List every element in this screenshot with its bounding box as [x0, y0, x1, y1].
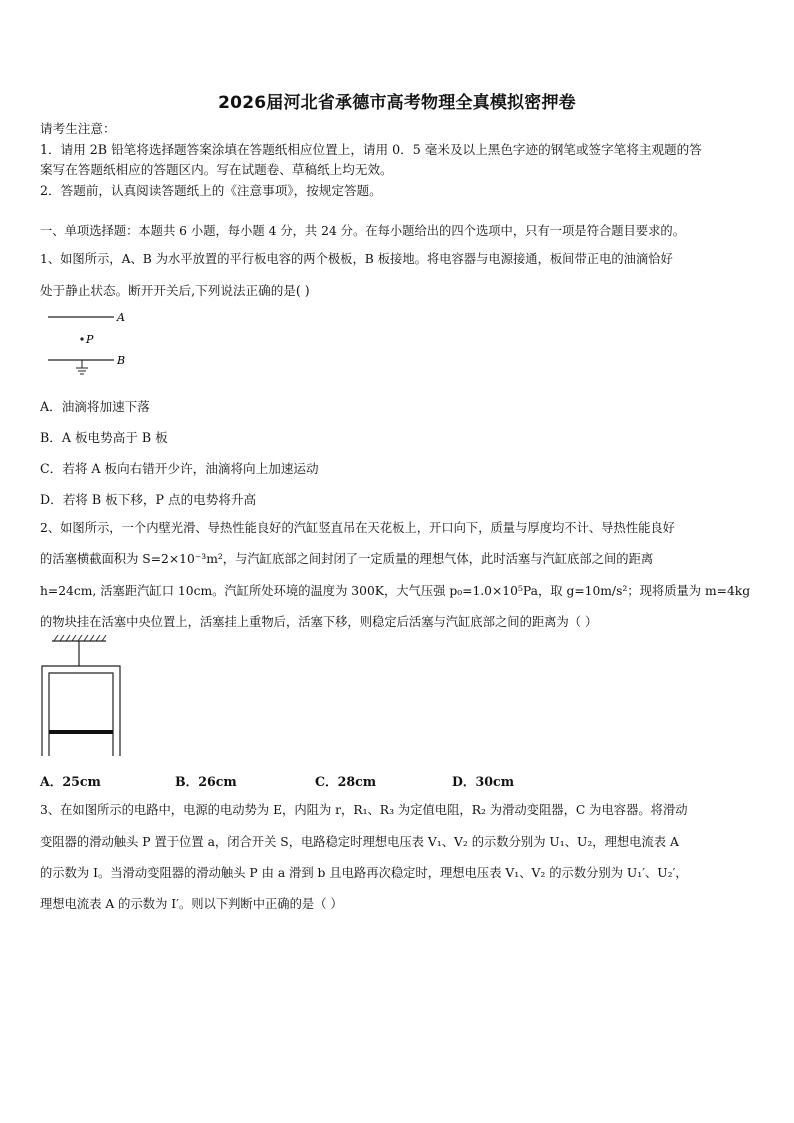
point-p-label: P [86, 333, 94, 346]
q2-option-d: D．30cm [452, 774, 515, 789]
notice-item-1-line-1: 1．请用 2B 铅笔将选择题答案涂填在答题纸相应位置上，请用 0．5 毫米及以上黑色字迹的钢笔或签字笔将主观题的答 [40, 142, 702, 157]
notice-item-2: 2．答题前，认真阅读答题纸上的《注意事项》，按规定答题。 [40, 183, 382, 198]
q2-option-b: B．26cm [175, 774, 237, 789]
q3-stem-line-4: 理想电流表 A 的示数为 I′。则以下判断中正确的是（ ） [40, 897, 343, 911]
q3-stem-line-1: 3、在如图所示的电路中，电源的电动势为 E，内阻为 r，R₁、R₃ 为定值电阻，R₂ 为滑动变阻器，C 为电容器。将滑动 [40, 803, 688, 817]
page-title: 2026届河北省承德市高考物理全真模拟密押卷 [218, 93, 576, 113]
q1-option-b: B．A 板电势高于 B 板 [40, 430, 168, 445]
q1-stem-line-1: 1、如图所示，A、B 为水平放置的平行板电容的两个极板，B 板接地。将电容器与电源接通，板间带正电的油滴恰好 [40, 252, 673, 266]
q2-stem-line-3: h=24cm, 活塞距汽缸口 10cm。汽缸所处环境的温度为 300K，大气压强 p₀=1.0×10⁵Pa，取 g=10m/s²；现将质量为 m=4kg [40, 584, 751, 598]
q3-stem-line-3: 的示数为 I。当滑动变阻器的滑动触头 P 由 a 滑到 b 且电路再次稳定时，理想电压表 V₁、V₂ 的示数分别为 U₁′、U₂′， [40, 866, 688, 880]
q1-option-a: A．油滴将加速下落 [40, 399, 150, 414]
q2-option-c: C．28cm [315, 774, 377, 789]
ceiling-hatch-icon [54, 635, 106, 641]
q3-stem-line-2: 变阻器的滑动触头 P 置于位置 a，闭合开关 S，电路稳定时理想电压表 V₁、V₂ 的示数分别为 U₁、U₂，理想电流表 A [40, 835, 679, 849]
cylinder-inner-wall [49, 673, 113, 756]
notice-heading: 请考生注意： [40, 121, 116, 136]
section-heading: 一、单项选择题：本题共 6 小题，每小题 4 分，共 24 分。在每小题给出的四个选项中，只有一项是符合题目要求的。 [40, 224, 685, 238]
q1-option-d: D．若将 B 板下移，P 点的电势将升高 [40, 492, 257, 507]
q1-option-c: C．若将 A 板向右错开少许，油滴将向上加速运动 [40, 461, 319, 476]
plate-b-label: B [117, 354, 126, 367]
cylinder-outer-wall [42, 666, 120, 756]
q2-stem-line-4: 的物块挂在活塞中央位置上，活塞挂上重物后，活塞下移，则稳定后活塞与汽缸底部之间的距离为（ ） [40, 615, 598, 629]
q2-cylinder-figure [38, 632, 128, 760]
oil-drop-point [80, 337, 83, 340]
plate-a-label: A [117, 311, 125, 324]
q1-stem-line-2: 处于静止状态。断开开关后,下列说法正确的是( ) [40, 283, 310, 298]
q2-stem-line-2: 的活塞横截面积为 S=2×10⁻³m²，与汽缸底部之间封闭了一定质量的理想气体，此时活塞与汽缸底部之间的距离 [40, 552, 654, 566]
q1-capacitor-figure [40, 305, 150, 377]
q2-stem-line-1: 2、如图所示，一个内壁光滑、导热性能良好的汽缸竖直吊在天花板上，开口向下，质量与厚度均不计、导热性能良好 [40, 521, 675, 535]
notice-item-1-line-2: 案写在答题纸相应的答题区内。写在试题卷、草稿纸上均无效。 [40, 162, 393, 177]
q2-option-a: A．25cm [40, 774, 101, 789]
